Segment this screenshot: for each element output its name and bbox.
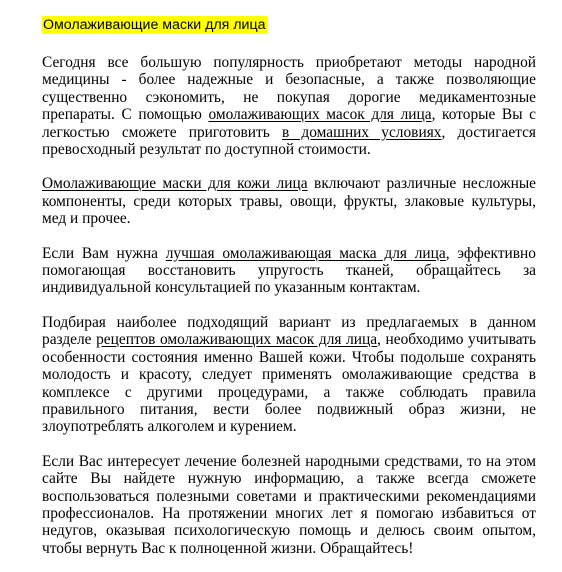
text-span: Подбирая наиболее подходящий вариант из предлагаемых в данном разделе — [42, 313, 536, 349]
link-masks-for-face-skin[interactable]: Омолаживающие маски для кожи лица — [42, 175, 308, 193]
link-best-mask[interactable]: лучшая омолаживающая маска для лица — [165, 244, 446, 262]
text-span: , которые Вы с легкостью сможете приготовить — [42, 106, 536, 141]
paragraph-ingredients — [42, 175, 536, 227]
paragraph-intro — [42, 54, 536, 158]
paragraph-best-mask — [42, 245, 536, 297]
text-span: , достигается превосходный результат по доступной стоимости. — [42, 123, 536, 159]
text-span: , эффективно помогающая восстановить упругость тканей, обращайтесь за индивидуальной консультацией по указанным контактам. — [42, 244, 536, 297]
text-span: Сегодня все большую популярность приобретают методы народной медицины - более надежные и безопасные, а также позволяющие существенно сэкономить, не покупая дорогие медикаментозные препараты. С помощью — [42, 54, 536, 124]
link-rejuvenating-masks[interactable]: омолаживающих масок для лица — [208, 106, 432, 124]
page-title: Омолаживающие маски для лица — [43, 17, 266, 33]
link-at-home[interactable]: в домашних условиях — [281, 123, 442, 141]
text-span: Если Вам нужна — [42, 244, 166, 262]
text-span: включают различные несложные компоненты, среди которых травы, овощи, фрукты, злаковые культуры, мед и прочее. — [42, 175, 536, 228]
text-span: Если Вас интересует лечение болезней народными средствами, то на этом сайте Вы найдете нужную информацию, а также всегда сможете воспользоваться полезными советами и практическими рекомендациями профессионалов. На протяжении многих лет я помогаю избавиться от недугов, оказывая психологическую помощь и делюсь своим опытом, чтобы вернуть Вас к полноценной жизни. Обращайтесь! — [42, 452, 536, 557]
text-span: , необходимо учитывать особенности состояния именно Вашей кожи. Чтобы подольше сохранять молодость и красоту, следует применять омолаживающие средства в комплексе с другими процедурами, а также соблюдать правила правильного питания, вести более подвижный образ жизни, не злоупотреблять алкоголем и курением. — [42, 331, 536, 436]
paragraph-recipes — [42, 314, 536, 436]
paragraph-folk-medicine — [42, 453, 536, 557]
link-mask-recipes[interactable]: рецептов омолаживающих масок для лица — [96, 331, 378, 349]
